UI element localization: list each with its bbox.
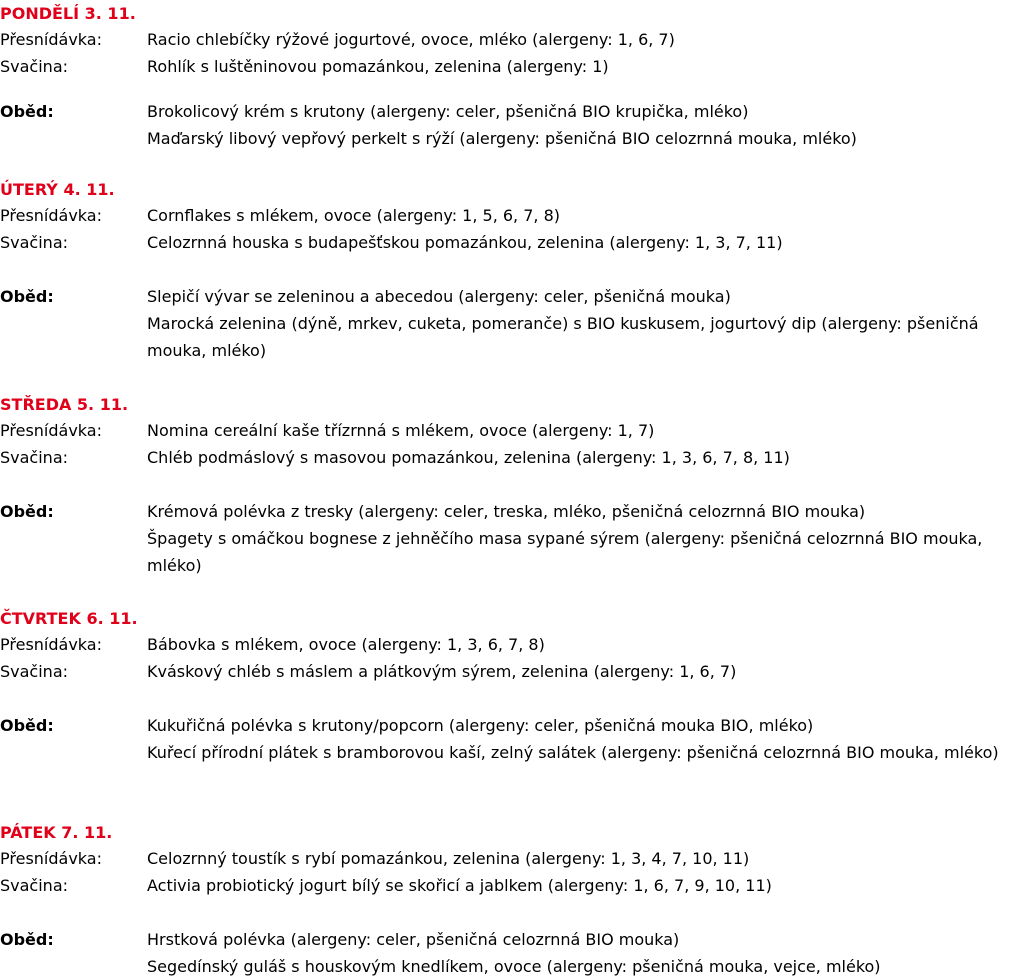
lunch-label: Oběd: (0, 930, 54, 949)
snack-pm-text: Kváskový chléb s máslem a plátkovým sýrem, zelenina (alergeny: 1, 6, 7) (147, 662, 737, 681)
day-title: ČTVRTEK 6. 11. (0, 609, 138, 628)
lunch-main-text: Maďarský libový vepřový perkelt s rýží (alergeny: pšeničná BIO celozrnná mouka, mléko) (147, 129, 857, 148)
snack-pm-label: Svačina: (0, 57, 69, 76)
lunch-soup-text: Kukuřičná polévka s krutony/popcorn (alergeny: celer, pšeničná mouka BIO, mléko) (147, 716, 814, 735)
snack-pm-label: Svačina: (0, 662, 69, 681)
snack-am-label: Přesnídávka: (0, 206, 102, 225)
lunch-soup-text: Krémová polévka z tresky (alergeny: celer, treska, mléko, pšeničná celozrnná BIO mouka) (147, 502, 866, 521)
snack-am-text: Nomina cereální kaše třízrnná s mlékem, ovoce (alergeny: 1, 7) (147, 421, 655, 440)
snack-am-label: Přesnídávka: (0, 849, 102, 868)
lunch-main-text: Kuřecí přírodní plátek s bramborovou kaší, zelný salátek (alergeny: pšeničná celozrnná BIO mouka, mléko) (147, 743, 999, 762)
lunch-main-text: Špagety s omáčkou bognese z jehněčího masa sypané sýrem (alergeny: pšeničná celozrnná BIO mouka, mléko) (147, 529, 983, 575)
day-title: PONDĚLÍ 3. 11. (0, 4, 136, 23)
snack-pm-label: Svačina: (0, 233, 69, 252)
snack-am-text: Celozrnný toustík s rybí pomazánkou, zelenina (alergeny: 1, 3, 4, 7, 10, 11) (147, 849, 750, 868)
snack-am-text: Cornflakes s mlékem, ovoce (alergeny: 1, 5, 6, 7, 8) (147, 206, 560, 225)
snack-pm-text: Celozrnná houska s budapešťskou pomazánkou, zelenina (alergeny: 1, 3, 7, 11) (147, 233, 783, 252)
lunch-label: Oběd: (0, 716, 54, 735)
lunch-main-text: Segedínský guláš s houskovým knedlíkem, ovoce (alergeny: pšeničná mouka, vejce, mléko) (147, 957, 881, 976)
lunch-soup-text: Slepičí vývar se zeleninou a abecedou (alergeny: celer, pšeničná mouka) (147, 287, 731, 306)
day-title: STŘEDA 5. 11. (0, 395, 129, 414)
lunch-label: Oběd: (0, 287, 54, 306)
snack-am-text: Racio chlebíčky rýžové jogurtové, ovoce, mléko (alergeny: 1, 6, 7) (147, 30, 675, 49)
snack-am-label: Přesnídávka: (0, 635, 102, 654)
snack-pm-text: Chléb podmáslový s masovou pomazánkou, zelenina (alergeny: 1, 3, 6, 7, 8, 11) (147, 448, 790, 467)
snack-pm-label: Svačina: (0, 448, 69, 467)
lunch-main-text: Marocká zelenina (dýně, mrkev, cuketa, pomeranče) s BIO kuskusem, jogurtový dip (alergeny: pšeničná mouka, mléko) (147, 314, 979, 360)
snack-am-label: Přesnídávka: (0, 30, 102, 49)
lunch-label: Oběd: (0, 502, 54, 521)
snack-pm-text: Activia probiotický jogurt bílý se skořicí a jablkem (alergeny: 1, 6, 7, 9, 10, 11) (147, 876, 772, 895)
snack-pm-label: Svačina: (0, 876, 69, 895)
lunch-label: Oběd: (0, 102, 54, 121)
lunch-soup-text: Hrstková polévka (alergeny: celer, pšeničná celozrnná BIO mouka) (147, 930, 680, 949)
snack-pm-text: Rohlík s luštěninovou pomazánkou, zelenina (alergeny: 1) (147, 57, 609, 76)
day-title: PÁTEK 7. 11. (0, 823, 113, 842)
lunch-soup-text: Brokolicový krém s krutony (alergeny: celer, pšeničná BIO krupička, mléko) (147, 102, 749, 121)
snack-am-label: Přesnídávka: (0, 421, 102, 440)
snack-am-text: Bábovka s mlékem, ovoce (alergeny: 1, 3, 6, 7, 8) (147, 635, 545, 654)
day-title: ÚTERÝ 4. 11. (0, 180, 115, 199)
